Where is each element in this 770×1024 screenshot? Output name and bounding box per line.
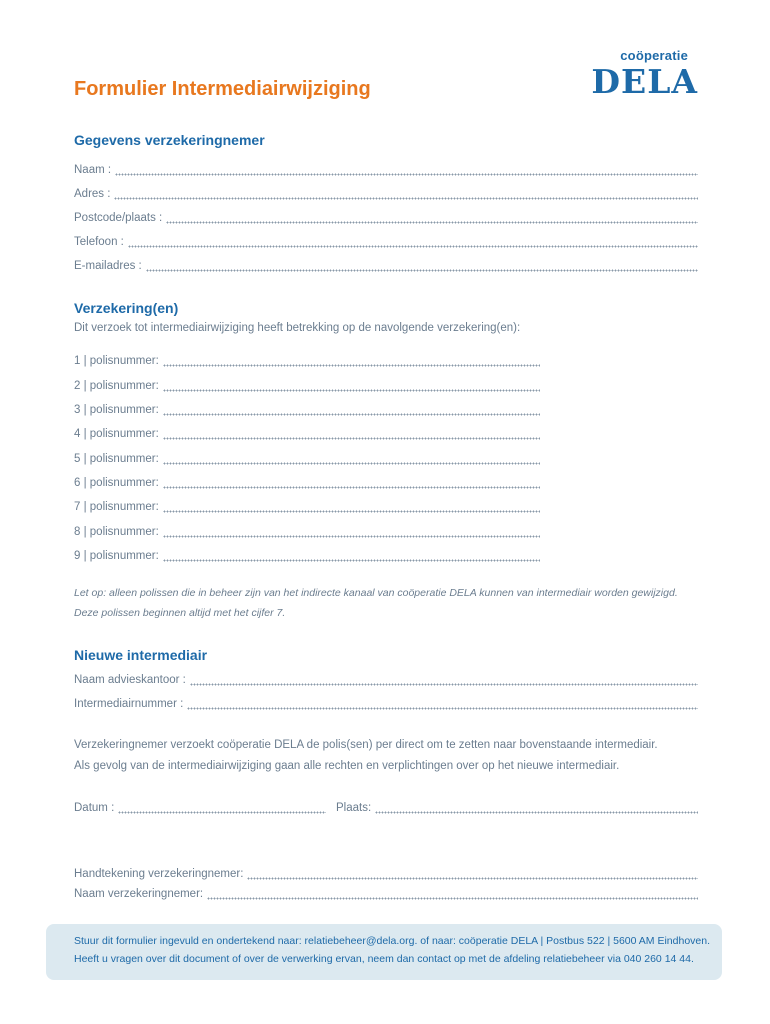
field-label: Adres : [74,188,111,200]
field-name[interactable] [74,164,698,176]
footer-line-2: Heeft u vragen over dit document of over de verwerking ervan, neem dan contact op met de afdeling relatiebeheer via 040 260 14 44. [74,953,694,965]
dotted-fill-line [163,357,540,367]
field-label: 5 | polisnummer: [74,453,159,465]
field-advisory-office-name[interactable] [74,674,698,686]
field-label: Handtekening verzekeringnemer: [74,868,244,880]
dotted-fill-line [163,406,540,416]
policy-number-field-3[interactable] [74,404,540,416]
dotted-fill-line [118,804,326,814]
dotted-fill-line [163,552,540,562]
field-label: 1 | polisnummer: [74,355,159,367]
field-label: Plaats: [336,802,372,814]
dotted-fill-line [114,190,698,200]
policy-number-field-6[interactable] [74,477,540,489]
field-label: 6 | polisnummer: [74,477,159,489]
policy-number-field-2[interactable] [74,380,540,392]
section-intro: Dit verzoek tot intermediairwijziging heeft betrekking op de navolgende verzekering(en): [74,322,521,334]
field-address[interactable] [74,188,698,200]
policy-note-line-2: Deze polissen beginnen altijd met het cijfer 7. [74,607,286,619]
field-intermediary-number[interactable] [74,698,698,710]
field-label: Datum : [74,802,115,814]
field-signature[interactable] [74,868,698,880]
dotted-fill-line [166,214,698,224]
dotted-fill-line [163,479,540,489]
policy-number-field-9[interactable] [74,550,540,562]
logo-dela-text: DELA [591,62,698,101]
policy-number-field-7[interactable] [74,501,540,513]
statement-line-2: Als gevolg van de intermediairwijziging gaan alle rechten en verplichtingen over op het nieuwe intermediair. [74,760,620,772]
field-policyholder-name[interactable] [74,888,698,900]
field-label: 4 | polisnummer: [74,428,159,440]
dotted-fill-line [207,890,698,900]
field-date[interactable] [74,802,326,814]
policy-number-field-4[interactable] [74,428,540,440]
form-title: Formulier Intermediairwijziging [74,78,371,100]
field-label: 3 | polisnummer: [74,404,159,416]
dela-logo [558,48,698,99]
field-label: Postcode/plaats : [74,212,163,224]
dotted-fill-line [190,676,698,686]
policy-number-field-5[interactable] [74,453,540,465]
dotted-fill-line [163,382,540,392]
field-label: 8 | polisnummer: [74,526,159,538]
field-label: Naam : [74,164,112,176]
field-label: Telefoon : [74,236,124,248]
section-heading-insurances: Verzekering(en) [74,300,179,316]
section-heading-policyholder: Gegevens verzekeringnemer [74,132,265,148]
dotted-fill-line [163,455,540,465]
field-label: Naam advieskantoor : [74,674,186,686]
dotted-fill-line [375,804,698,814]
dotted-fill-line [163,503,540,513]
field-label: E-mailadres : [74,260,142,272]
field-label: 7 | polisnummer: [74,501,159,513]
field-place[interactable] [336,802,698,814]
statement-line-1: Verzekeringnemer verzoekt coöperatie DELA de polis(sen) per direct om te zetten naar bovenstaande intermediair. [74,739,658,751]
field-phone[interactable] [74,236,698,248]
field-postcode-city[interactable] [74,212,698,224]
dotted-fill-line [163,430,540,440]
policy-number-field-8[interactable] [74,526,540,538]
field-email[interactable] [74,260,698,272]
field-label: 2 | polisnummer: [74,380,159,392]
field-label: 9 | polisnummer: [74,550,159,562]
footer-line-1: Stuur dit formulier ingevuld en ondertekend naar: relatiebeheer@dela.org. of naar: coöperatie DELA | Postbus 522 | 5600 AM Eindhoven. [74,935,711,947]
field-label: Intermediairnummer : [74,698,184,710]
dotted-fill-line [115,166,698,176]
footer-info-box [46,924,722,980]
dotted-fill-line [187,700,698,710]
section-heading-new-intermediary: Nieuwe intermediair [74,647,208,663]
dotted-fill-line [128,238,698,248]
dotted-fill-line [163,528,540,538]
policy-number-field-1[interactable] [74,355,540,367]
dotted-fill-line [247,870,698,880]
policy-note-line-1: Let op: alleen polissen die in beheer zijn van het indirecte kanaal van coöperatie DELA kunnen van intermediair worden gewijzigd. [74,587,678,599]
dotted-fill-line [146,262,698,272]
logo-cooperatie-text: coöperatie [620,48,688,63]
field-label: Naam verzekeringnemer: [74,888,204,900]
